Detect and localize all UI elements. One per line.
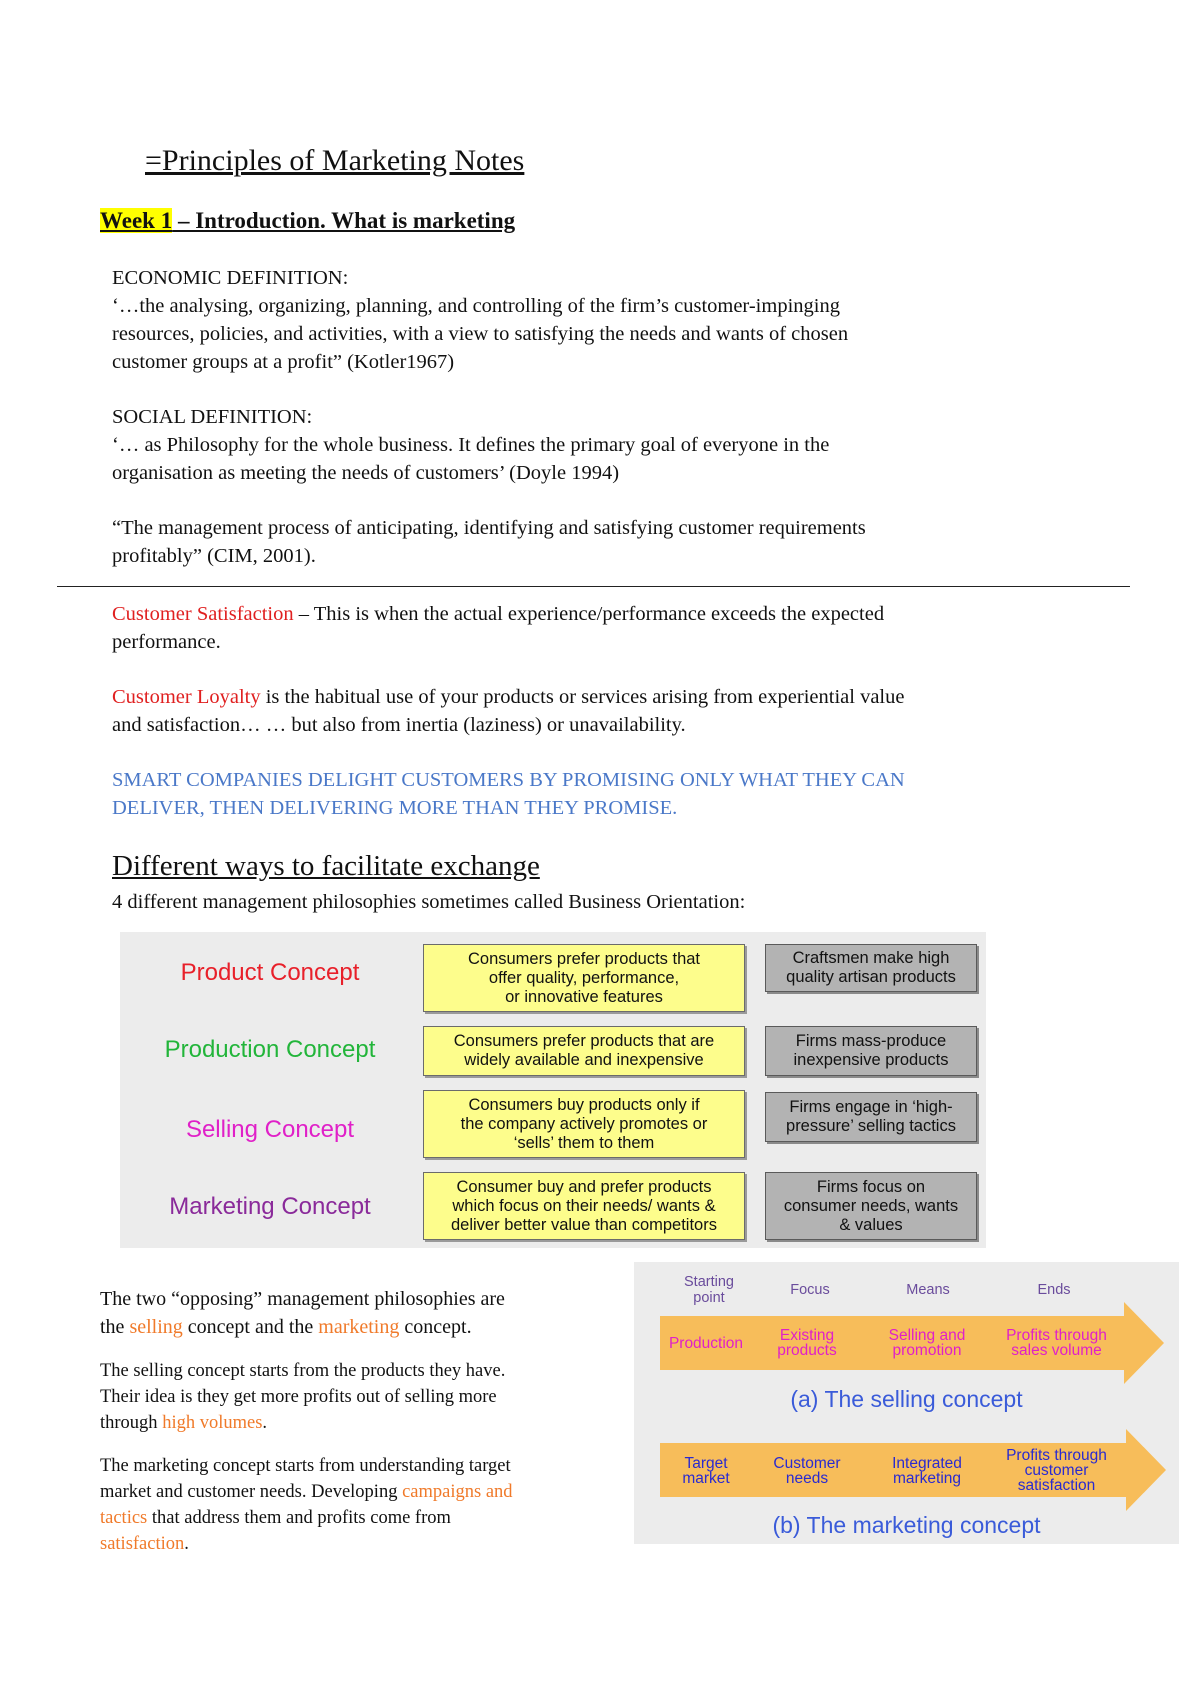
header-starting-point: Starting point <box>684 1274 734 1306</box>
selling-term: selling <box>129 1316 183 1338</box>
header-means: Means <box>906 1282 950 1298</box>
loyalty-text-2: and satisfaction… … but also from inertia (laziness) or unavailability. <box>112 714 686 736</box>
smart-line-1: SMART COMPANIES DELIGHT CUSTOMERS BY PROMISING ONLY WHAT THEY CAN <box>112 769 905 791</box>
selling-text: through <box>100 1413 163 1433</box>
selling-item: Production <box>668 1335 744 1352</box>
marketing-item: Customer needs <box>773 1455 841 1487</box>
selling-line: Their idea is they get more profits out of selling more <box>100 1387 497 1407</box>
header-focus: Focus <box>790 1282 830 1298</box>
belief-line: deliver better value than competitors <box>451 1215 717 1234</box>
social-heading: SOCIAL DEFINITION: <box>112 406 313 428</box>
smart-companies-quote <box>112 766 905 822</box>
smart-line-2: DELIVER, THEN DELIVERING MORE THAN THEY PROMISE. <box>112 797 678 819</box>
selling-paragraph <box>100 1358 505 1436</box>
marketing-item: Integrated marketing <box>892 1455 962 1487</box>
belief-line: widely available and inexpensive <box>464 1051 704 1069</box>
action-line: quality artisan products <box>786 968 956 986</box>
marketing-paragraph <box>100 1453 513 1557</box>
belief-line: or innovative features <box>505 987 663 1006</box>
concept-action <box>765 1172 977 1240</box>
page-title: =Principles of Marketing Notes <box>145 144 525 177</box>
belief-line: Consumers buy products only if <box>468 1095 700 1114</box>
action-line: & values <box>839 1215 903 1234</box>
belief-line: Consumer buy and prefer products <box>456 1177 712 1196</box>
belief-line: which focus on their needs/ wants & <box>452 1196 716 1215</box>
concept-belief <box>423 944 745 1012</box>
satisfaction-text-2: performance. <box>112 631 221 653</box>
social-definition <box>112 403 829 487</box>
action-line: Craftsmen make high <box>792 949 950 967</box>
concept-arrows-figure <box>634 1262 1179 1544</box>
marketing-item: Profits through customer satisfaction <box>1006 1447 1107 1494</box>
opposing-line: The two “opposing” management philosophies are <box>100 1288 505 1310</box>
satisfaction-term: Customer Satisfaction <box>112 603 294 625</box>
action-line: consumer needs, wants <box>783 1196 959 1215</box>
opposing-text: concept and the <box>182 1316 319 1338</box>
economic-line: ‘…the analysing, organizing, planning, and controlling of the firm’s customer-impinging <box>112 295 840 317</box>
opposing-text: concept. <box>399 1316 472 1338</box>
economic-definition <box>112 264 848 376</box>
social-line: ‘… as Philosophy for the whole business. It defines the primary goal of everyone in the <box>112 434 830 456</box>
belief-line: offer quality, performance, <box>488 968 680 987</box>
customer-loyalty <box>112 683 904 739</box>
loyalty-text: is the habitual use of your products or services arising from experiential value <box>260 686 905 708</box>
marketing-text: . <box>184 1534 189 1554</box>
customer-satisfaction <box>112 600 884 656</box>
economic-line: customer groups at a profit” (Kotler1967) <box>112 351 455 373</box>
concept-belief <box>423 1090 745 1158</box>
marketing-text: that address them and profits come from <box>147 1508 451 1528</box>
opposing-text: the <box>100 1316 130 1338</box>
header-ends: Ends <box>1037 1282 1071 1298</box>
concept-action <box>765 944 977 992</box>
economic-line: resources, policies, and activities, with a view to satisfying the needs and wants of chosen <box>112 323 849 345</box>
satisfaction-term: satisfaction <box>100 1534 185 1554</box>
belief-line: Consumers prefer products that are <box>453 1032 715 1050</box>
exchange-subheading: 4 different management philosophies sometimes called Business Orientation: <box>112 891 746 913</box>
opposing-paragraph <box>100 1285 505 1341</box>
week-heading <box>100 208 515 234</box>
cim-line: “The management process of anticipating, identifying and satisfying customer requirements <box>112 517 866 539</box>
concept-label: Selling Concept <box>185 1116 355 1143</box>
satisfaction-text: – This is when the actual experience/performance exceeds the expected <box>293 603 885 625</box>
action-line: Firms mass-produce <box>795 1032 947 1050</box>
business-orientation-figure <box>120 932 986 1248</box>
marketing-item: Target market <box>682 1455 730 1487</box>
selling-item: Profits through sales volume <box>1006 1327 1107 1359</box>
exchange-heading: Different ways to facilitate exchange <box>112 850 540 882</box>
week-label: Week 1 <box>100 208 173 233</box>
concept-action <box>765 1092 977 1142</box>
belief-line: ‘sells’ them to them <box>513 1133 655 1152</box>
marketing-text: market and customer needs. Developing <box>100 1482 403 1502</box>
belief-line: Consumers prefer products that <box>467 949 701 968</box>
belief-line: the company actively promotes or <box>460 1114 708 1133</box>
action-line: Firms engage in ‘high- <box>789 1098 953 1116</box>
loyalty-term: Customer Loyalty <box>112 686 261 708</box>
action-line: Firms focus on <box>816 1177 926 1196</box>
cim-line: profitably” (CIM, 2001). <box>112 545 316 567</box>
action-line: inexpensive products <box>793 1051 949 1069</box>
selling-item: Selling and promotion <box>888 1327 966 1359</box>
divider <box>57 586 1130 587</box>
selling-text: . <box>262 1413 268 1433</box>
social-line: organisation as meeting the needs of customers’ (Doyle 1994) <box>112 462 620 484</box>
selling-caption: (a) The selling concept <box>790 1386 1023 1412</box>
concept-label: Marketing Concept <box>169 1193 371 1220</box>
selling-line: The selling concept starts from the products they have. <box>100 1361 506 1381</box>
concept-belief <box>423 1026 745 1076</box>
cim-definition <box>112 514 866 570</box>
concept-belief <box>423 1172 745 1240</box>
high-volumes-term: high volumes <box>162 1413 263 1433</box>
concept-label: Production Concept <box>164 1036 376 1063</box>
economic-heading: ECONOMIC DEFINITION: <box>112 267 349 289</box>
marketing-line: The marketing concept starts from understanding target <box>100 1456 511 1476</box>
marketing-term: marketing <box>318 1316 400 1338</box>
selling-item: Existing products <box>777 1327 837 1359</box>
concept-label: Product Concept <box>180 959 360 986</box>
concept-action <box>765 1026 977 1076</box>
week-topic: – Introduction. What is marketing <box>172 208 516 233</box>
marketing-caption: (b) The marketing concept <box>772 1512 1041 1538</box>
tactics-term: tactics <box>100 1508 148 1528</box>
action-line: pressure’ selling tactics <box>786 1117 956 1135</box>
campaigns-term: campaigns and <box>402 1482 513 1502</box>
